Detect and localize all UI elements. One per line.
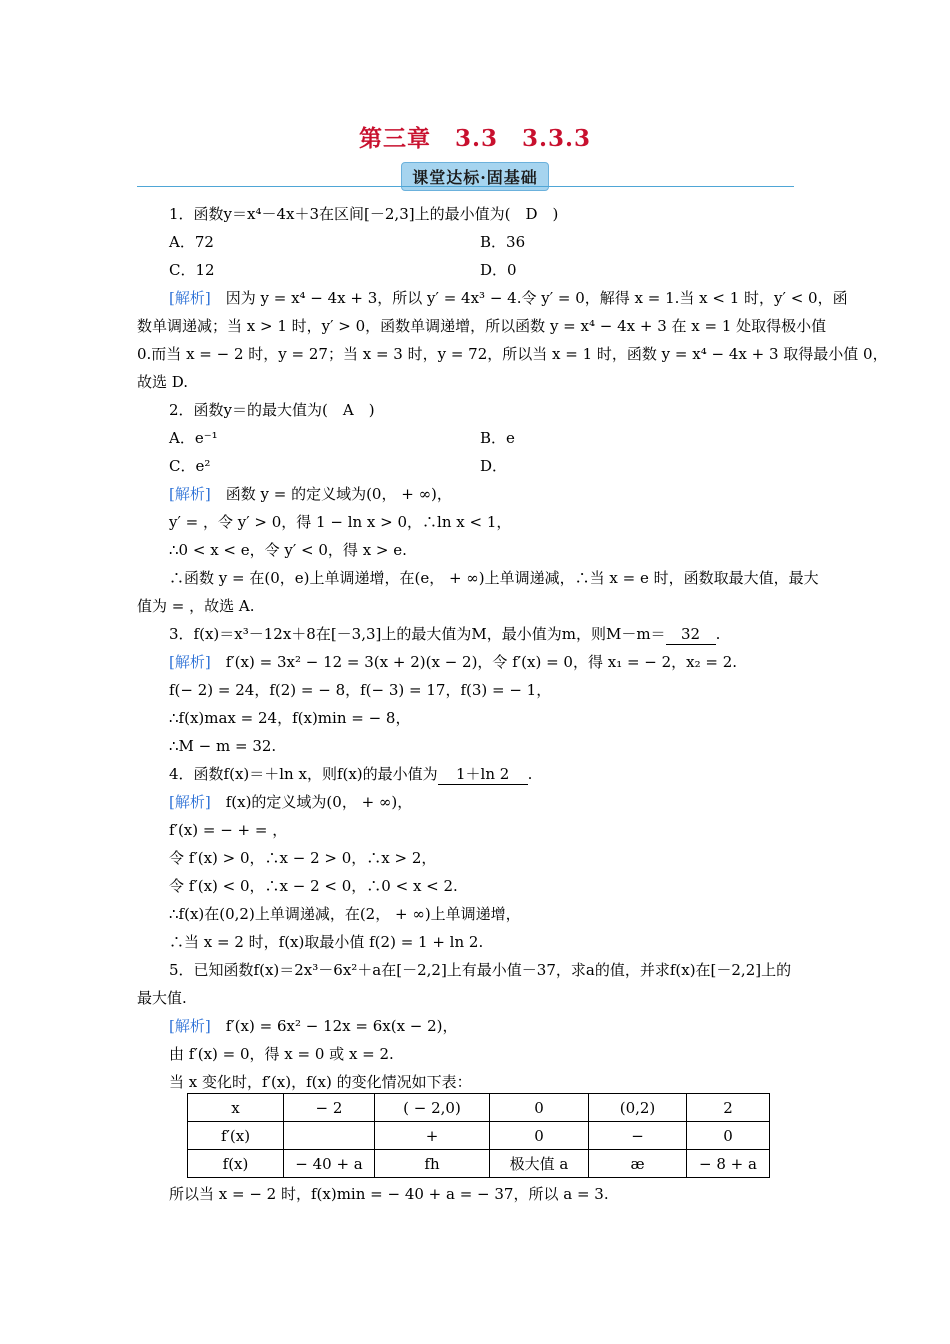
solution-step [137,564,819,592]
table-cell: 0 [490,1094,589,1122]
solution-label: [解析] [169,485,211,503]
continuation-line [137,984,815,1012]
answer-blank: 32 [666,624,716,645]
line-text: 5．已知函数f(x)＝2x³－6x²＋a在[－2,2]上有最小值－37，求a的值，并求f(x)在[－2,2]上的 [169,961,792,979]
table-row [188,1122,770,1150]
line-text: f(x)的定义域为(0， + ∞)， [210,793,413,811]
line-text: ∴f(x)在(0,2)上单调递减，在(2， + ∞)上单调递增， [169,905,521,923]
line-tail: . [715,625,721,643]
table-row [188,1094,770,1122]
line-text: f(− 2) = 24，f(2) = − 8，f(− 3) = 17，f(3) = − 1， [169,681,552,699]
line-text: f′(x) = 6x² − 12x = 6x(x − 2)， [210,1017,458,1035]
question-line [137,396,815,424]
table-cell: 极大值 a [490,1150,589,1178]
solution-step [137,816,815,844]
table-row [188,1150,770,1178]
solution-step [137,1068,815,1096]
line-text: 数单调递减；当 x > 1 时，y′ > 0，函数单调递增，所以函数 y = x⁴ − 4x + 3 在 x = 1 处取得极小值 [137,317,827,335]
answer-blank: 1＋ln 2 [438,764,528,785]
line-text: 最大值. [137,989,187,1007]
solution-step [137,704,815,732]
table-cell: (0,2) [589,1094,687,1122]
option-text: C．12 [169,261,215,279]
line-text: 4．函数f(x)＝＋ln x，则f(x)的最小值为 [169,765,438,783]
continuation-line [137,368,815,396]
solution-step [137,872,815,900]
table-cell: − [589,1122,687,1150]
continuation-line [137,312,827,340]
line-text: 函数 y = 的定义域为(0， + ∞)， [210,485,452,503]
option-text: A．72 [169,233,214,251]
line-text: 1．函数y＝x⁴－4x＋3在区间[－2,3]上的最小值为( D ) [169,205,559,223]
section-banner: 课堂达标·固基础 [401,162,549,191]
table-cell: − 2 [284,1094,375,1122]
table-cell: 2 [687,1094,770,1122]
option-text: A．e⁻¹ [169,429,218,447]
solution-line [137,284,848,312]
option-row [137,228,815,256]
header-divider [137,186,794,187]
line-text: 故选 D. [137,373,189,391]
line-text: 值为 = ，故选 A. [137,597,255,615]
line-tail: . [527,765,533,783]
line-text: 0.而当 x = − 2 时，y = 27；当 x = 3 时，y = 72，所以当 x = 1 时，函数 y = x⁴ − 4x + 3 取得最小值 0， [137,345,888,363]
table-cell: + [375,1122,490,1150]
line-text: 由 f′(x) = 0，得 x = 0 或 x = 2. [169,1045,394,1063]
table-cell: æ [589,1150,687,1178]
option-row [137,256,815,284]
table-cell: f′(x) [188,1122,284,1150]
option-text: D．0 [480,261,517,279]
table-cell: − 40 + a [284,1150,375,1178]
line-text: 3．f(x)＝x³－12x＋8在[－3,3]上的最大值为M，最小值为m，则M－m＝ [169,625,666,643]
table-cell: 0 [490,1122,589,1150]
solution-step [137,928,815,956]
continuation-line [137,340,888,368]
option-row [137,452,815,480]
table-cell: f(x) [188,1150,284,1178]
line-text: ∴当 x = 2 时，f(x)取最小值 f(2) = 1 + ln 2. [169,933,484,951]
solution-label: [解析] [169,1017,211,1035]
conclusion-line: 所以当 x = − 2 时，f(x)min = − 40 + a = − 37，所以 a = 3. [169,1185,609,1203]
table-cell: − 8 + a [687,1150,770,1178]
option-text: B．e [480,429,515,447]
option-row [137,424,815,452]
solution-line [137,788,815,816]
question-line [137,200,815,228]
line-text: f′(x) = − + = ， [169,821,288,839]
variation-table [187,1093,770,1178]
line-text: ∴0 < x < e，令 y′ < 0，得 x > e. [169,541,407,559]
continuation-line [137,592,815,620]
line-text: y′ = ，令 y′ > 0，得 1 − ln x > 0，∴ln x < 1， [169,513,512,531]
line-text: f′(x) = 3x² − 12 = 3(x + 2)(x − 2)，令 f′(x) = 0，得 x₁ = − 2，x₂ = 2. [210,653,738,671]
solution-step [137,900,815,928]
solution-label: [解析] [169,653,211,671]
chapter-title: 第三章 3.3 3.3.3 [358,125,592,152]
table-cell: fh [375,1150,490,1178]
question-line [137,956,815,984]
line-text: 令 f′(x) < 0，∴x − 2 < 0，∴0 < x < 2. [169,877,458,895]
solution-line [137,648,815,676]
line-text: 当 x 变化时，f′(x)，f(x) 的变化情况如下表： [169,1073,472,1091]
table-cell: x [188,1094,284,1122]
line-text: ∴M − m = 32. [169,737,277,755]
table-cell: 0 [687,1122,770,1150]
line-text: 2．函数y＝的最大值为( A ) [169,401,375,419]
question-line [137,760,815,788]
solution-step [137,676,815,704]
line-text: 令 f′(x) > 0，∴x − 2 > 0，∴x > 2， [169,849,437,867]
solution-label: [解析] [169,793,211,811]
solution-step [137,732,815,760]
table-cell: ( − 2,0) [375,1094,490,1122]
solution-step [137,1040,815,1068]
option-text: D． [480,457,508,475]
line-text: ∴函数 y = 在(0，e)上单调递增，在(e， + ∞)上单调递减，∴当 x = e 时，函数取最大值，最大 [169,569,819,587]
table-cell [284,1122,375,1150]
line-text: ∴f(x)max = 24，f(x)min = − 8， [169,709,411,727]
option-text: B．36 [480,233,526,251]
line-text: 因为 y = x⁴ − 4x + 3，所以 y′ = 4x³ − 4.令 y′ = 0，解得 x = 1.当 x < 1 时，y′ < 0，函 [210,289,848,307]
solution-label: [解析] [169,289,211,307]
solution-step [137,844,815,872]
solution-line [137,1012,815,1040]
question-line [137,620,815,648]
solution-step [137,536,815,564]
solution-line [137,480,815,508]
solution-step [137,508,815,536]
option-text: C．e² [169,457,211,475]
document-body [137,200,888,1096]
